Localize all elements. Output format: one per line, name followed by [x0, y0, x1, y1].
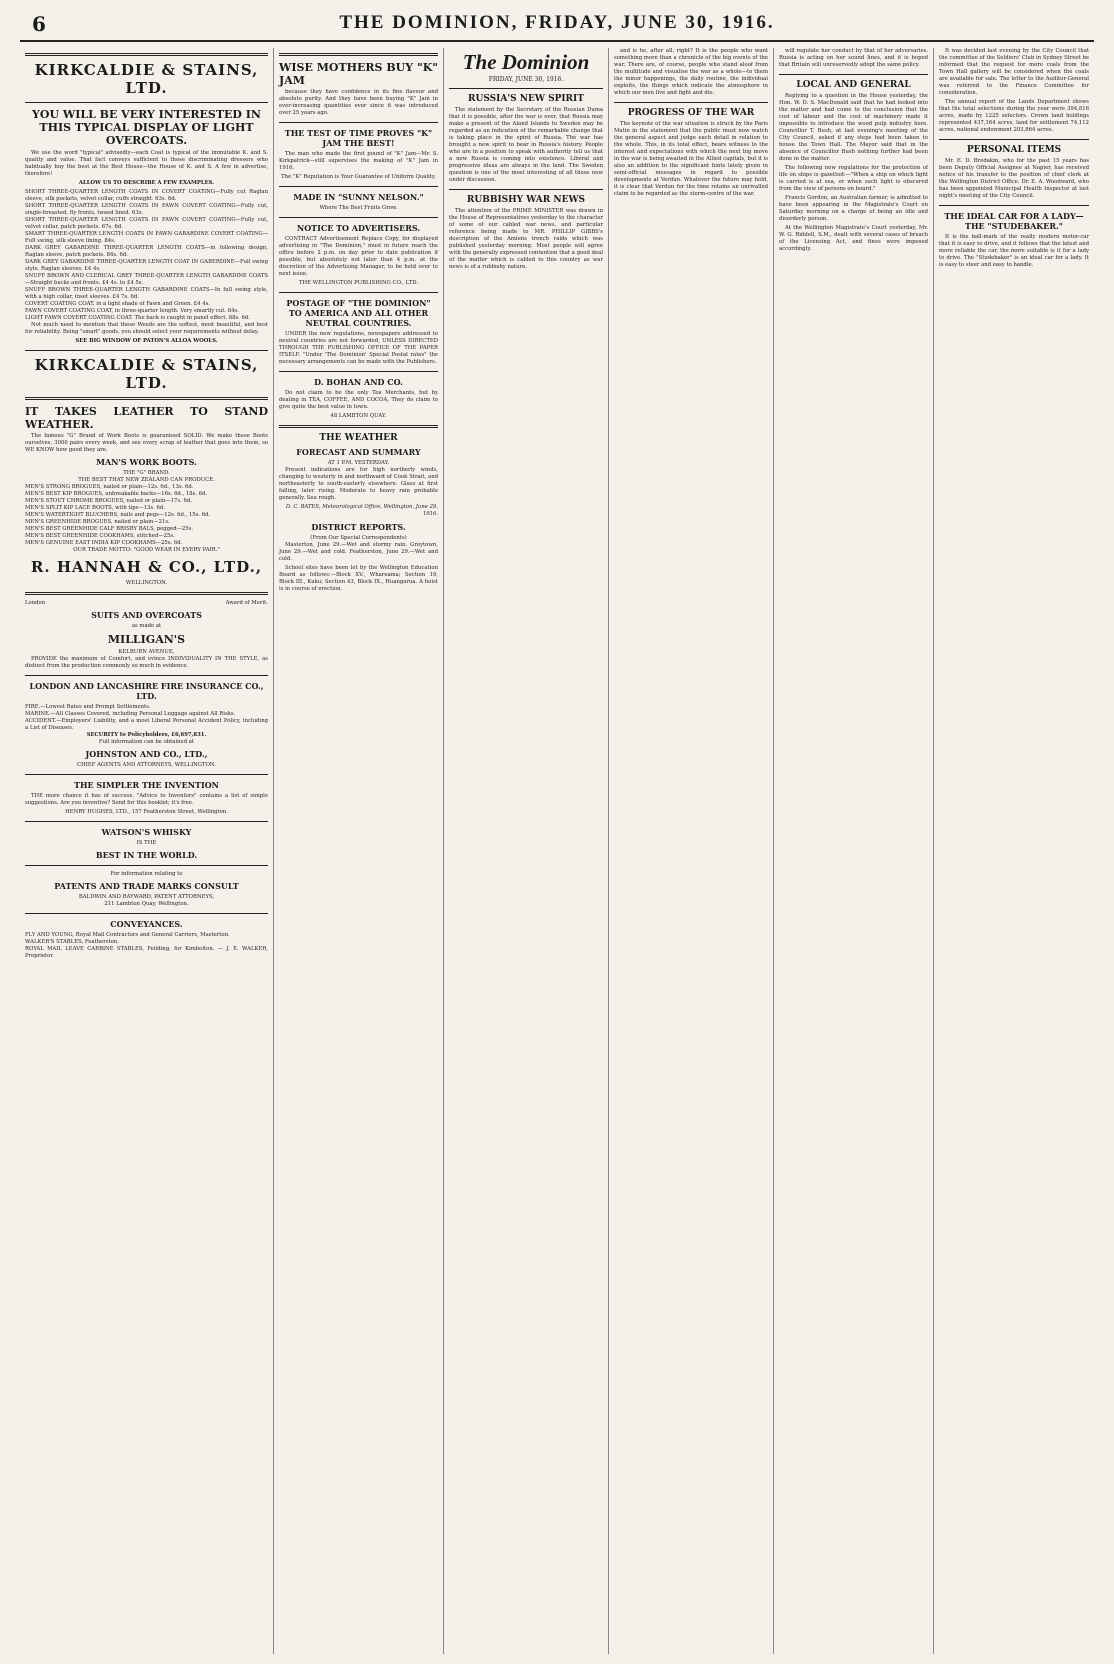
- boots-brand: THE "G" BRAND.: [123, 470, 170, 476]
- test-of-time-heading: THE TEST OF TIME PROVES "K" JAM THE BEST!: [284, 128, 433, 148]
- milligans-text: PROVIDE the maximum of Comfort, and evince INDIVIDUALITY IN THE STYLE, as distinct from the production commonly so much in evidence.: [25, 656, 268, 669]
- list-item: ACCIDENT.—Employers' Liability, and a most Liberal Personal Accident Policy, including a List of Diseases.: [25, 718, 268, 731]
- divider: [25, 350, 268, 351]
- divider: [25, 865, 268, 866]
- list-item: SNUFF BROWN AND CLERICAL GREY THREE-QUARTER LENGTH GABARDINE COATS—Straight backs and fronts. £4 4s. to £4 5s.: [25, 273, 268, 286]
- continued-text: will regulate her conduct by that of her adversaries. Russia is acting on her sound lines, and it is hoped that Britain will unreservedly adopt the same policy.: [779, 48, 928, 68]
- patents-address: 211 Lambton Quay, Wellington.: [104, 901, 189, 907]
- divider: [279, 186, 438, 187]
- continued-text: and is he, after all, right? It is the people who want something more than a chronicle of the big events of the war. There are, of course, people who stand aloof from the multitude and visualise the war as a whole—to them the minor happenings, the daily routine, the individual exploits, the things which indicate the atmosphere in which our men live and fight and die.: [614, 48, 768, 96]
- milligans-heading: MILLIGAN'S: [107, 633, 186, 646]
- district-sub: (From Our Special Correspondents): [310, 535, 407, 541]
- continued-text: It was decided last evening by the City Council that the committee of the Soldiers' Club in Sydney Street be informed that the request for more coals from the Town Hall gallery will be considered when the coals are available for sale. The letter to the Auditor-General was referred to the Finance Committee for consideration.: [939, 48, 1089, 96]
- bohan-address: 48 LAMBTON QUAY.: [330, 413, 387, 419]
- list-item: MEN'S BEST GREENHIDE CALF BRISBY BALS, pegged—25s.: [25, 526, 194, 532]
- divider: [25, 675, 268, 676]
- london-label: London: [25, 600, 46, 606]
- list-item: DARK GREY GABARDINE THREE-QUARTER LENGTH COATS—in following design, Raglan sleeve, patch pockets. 84s. 6d.: [25, 245, 268, 258]
- divider: [614, 102, 768, 103]
- progress-heading: PROGRESS OF THE WAR: [627, 108, 755, 118]
- list-item: FLY AND YOUNG, Royal Mail Contractors and General Carriers, Masterton.: [25, 932, 230, 938]
- overcoats-headline: YOU WILL BE VERY INTERESTED IN THIS TYPICAL DISPLAY OF LIGHT OVERCOATS.: [32, 108, 261, 147]
- patents-heading: PATENTS AND TRADE MARKS CONSULT: [54, 881, 239, 891]
- hannah-heading: R. HANNAH & CO., LTD.,: [30, 558, 263, 576]
- hannah-location: WELLINGTON.: [125, 580, 168, 586]
- divider: [279, 371, 438, 372]
- award-label: Award of Merit.: [225, 600, 268, 606]
- notice-text: CONTRACT Advertisement Replace Copy, for displayed advertising in "The Dominion," must in future reach the office before 2 p.m. on day prior to date publication if possible, but absolutely not later than 4 p.m. at the discretion of the Advertising Manager, to be held over to next issue.: [279, 236, 438, 277]
- list-item: MEN'S GENUINE EAST INDIA KIP COOKHAMS—25s. 6d.: [25, 540, 183, 546]
- divider: [25, 53, 268, 56]
- divider: [25, 821, 268, 822]
- johnston-heading: JOHNSTON AND CO., LTD.,: [85, 749, 208, 759]
- divider: [279, 292, 438, 293]
- conveyances-title: CONVEYANCES.: [110, 919, 183, 929]
- weather-time: AT 1 P.M. YESTERDAY.: [327, 460, 390, 466]
- suits-sub: as made at: [131, 623, 162, 629]
- russia-text: The statement by the Secretary of the Russian Duma that it is possible, after the war is over, that Russia may make a present of the Aland Islands to Sweden may be regarded as an indication of the remarkable change that is taking place in the spirit of Russia. The war has brought a new spirit to bear in Russia's history. People who are in a position to speak with authority tell us that a new Russia is coming into existence. Liberal and progressive ideas are always in the land. The Sweden question is one of the most interesting of all those now under discussion.: [449, 107, 603, 183]
- masthead-title: THE DOMINION, FRIDAY, JUNE 30, 1916.: [339, 12, 775, 33]
- sunny-nelson-sub: Where The Best Fruits Grow.: [319, 205, 398, 211]
- weather-subheading: FORECAST AND SUMMARY: [296, 447, 421, 457]
- divider: [939, 205, 1089, 206]
- boots-list: [25, 484, 268, 547]
- divider: [939, 139, 1089, 140]
- inventor-title: THE SIMPLER THE INVENTION: [74, 780, 219, 790]
- info-apply: Full information can be obtained at: [98, 739, 195, 745]
- local-text: The following new regulations for the protection of life on ships is gazetted:—"When a ship on which light is carried is at sea, or when such light is obscured from the view of persons on board.": [779, 165, 928, 192]
- leather-headline: IT TAKES LEATHER TO STAND WEATHER.: [25, 405, 268, 431]
- wise-mothers-text: because they have confidence in its fine flavour and absolute purity. And they have been buying "K" Jam in ever-increasing quantities ever since it was introduced over 25 years ago.: [279, 89, 438, 116]
- watson-tagline: BEST IN THE WORLD.: [95, 850, 198, 860]
- local-text: Replying to a question in the House yesterday, the Hon. W. D. S. MacDonald said that he had looked into the matter and had come to the conclusion that the cost of labour and the cost of machinery made it impossible to introduce the wood pulp industry here. Councillor T. Bush, at last evening's meeting of the City Council, asked if any steps had been taken to house the Town Hall. The Mayor said that in the absence of Councillor Bush nothing further had been done in the matter.: [779, 93, 928, 162]
- ideal-car-text: It is the ball-mark of the really modern motor-car that it is easy to drive, and it follows that the latest and more reliable the car, the more suitable is it for a lady to drive. The "Studebaker" is an ideal car for a lady. It is easy to steer and easy to handle.: [939, 234, 1089, 268]
- divider: [779, 74, 928, 75]
- paper-name: The Dominion: [462, 50, 590, 74]
- award-row: [25, 600, 268, 607]
- district-heading: DISTRICT REPORTS.: [311, 522, 406, 532]
- milligans-address: KELBURN AVENUE,: [118, 649, 175, 655]
- list-item: MEN'S WATERTIGHT BLUCHERS, nails and pegs—12s. 6d., 15s. 6d.: [25, 512, 211, 518]
- list-item: MEN'S BEST GREENHIDE COOKHAMS, stitched—25s.: [25, 533, 175, 539]
- divider: [279, 53, 438, 56]
- list-item: LIGHT FAWN COVERT COATING COAT. The back is caught in panel effect. 88s. 6d.: [25, 315, 250, 321]
- wise-mothers-heading: WISE MOTHERS BUY "K" JAM: [279, 61, 438, 87]
- boots-title: MAN'S WORK BOOTS.: [96, 457, 197, 467]
- list-item: DARK GREY GABARDINE THREE-QUARTER LENGTH COAT IN GABERDINE—Full swing style, Raglan sleeves. £4 4s.: [25, 259, 268, 272]
- overcoats-closing: Not much need to mention that these Weeds are the softest, most beautiful, and best for reliability. Being "smart" goods, you should select your requirements without delay.: [25, 322, 268, 335]
- list-item: MEN'S SPLIT KIP LACE BOOTS, with tips—13s. 6d.: [25, 505, 165, 511]
- kirkcaldie-footer: KIRKCALDIE & STAINS, LTD.: [34, 356, 259, 392]
- progress-text: The keynote of the war situation is struck by the Paris Matin in the statement that the public must now watch the general aspect and judge each detail in relation to the whole. This, in its total effect, bears witness to the interest and expectations with which the next big move in the war is being awaited in the Allied capitals, but it is also an addition to the significant hints lately given in semi-official messages in regard to possible developments at Verdun. Whatever the future may hold, it is clear that Verdun for the time retains an unrivalled claim to be regarded as the storm-centre of the war.: [614, 121, 768, 197]
- weather-heading: THE WEATHER: [319, 433, 398, 443]
- list-item: MEN'S BEST KIP BROGUES, unbreakable backs—16s. 6d., 18s. 6d.: [25, 491, 208, 497]
- list-item: SNUFF BROWN THREE-QUARTER LENGTH GABARDINE COATS—In full swing style, with a high collar, inset sleeves. £4 7s. 6d.: [25, 287, 268, 300]
- column-personal: [934, 48, 1094, 1654]
- overcoats-allow: ALLOW US TO DESCRIBE A FEW EXAMPLES.: [78, 180, 215, 186]
- column-advertisements: [20, 48, 274, 1654]
- inventor-text: THE more chance it has of success. "Advice to Inventors" contains a list of simple suggestions. Are you inventive? Send for this booklet; it's free.: [25, 793, 268, 806]
- kirkcaldie-heading: KIRKCALDIE & STAINS, LTD.: [34, 61, 259, 97]
- school-text: School sites have been let by the Wellington Education Board as follows:—Block XV., Whareama; Section 19, Block III., Kuku; Section 43, Block IX., Huangarua. A hoist is in course of erection.: [279, 565, 438, 592]
- lower-ads-left: [25, 600, 268, 960]
- list-item: MARINE.—All Classes Covered, including Personal Luggage against All Risks.: [25, 711, 236, 717]
- inventor-firm: HENRY HUGHES, LTD., 157 Featherston Street, Wellington.: [65, 809, 228, 815]
- divider: [25, 102, 268, 103]
- local-heading: LOCAL AND GENERAL: [796, 80, 911, 90]
- divider: [25, 774, 268, 775]
- patents-apply: For information relating to: [110, 871, 183, 877]
- district-text: Masterton, June 29.—Wet and stormy rain. Greytown, June 29.—Wet and cold. Featherston, June 29.—Wet and cold.: [279, 542, 438, 562]
- personal-heading: PERSONAL ITEMS: [966, 145, 1062, 155]
- divider: [279, 122, 438, 123]
- notice-signature: THE WELLINGTON PUBLISHING CO., LTD.: [298, 280, 419, 286]
- sunny-nelson-heading: MADE IN "SUNNY NELSON.": [293, 192, 424, 202]
- divider: [25, 592, 268, 595]
- column-war: [609, 48, 774, 1654]
- watson-mid: IS THE: [136, 840, 157, 846]
- annual-text: The annual report of the Lands Department shows that the total selections during the year were 394,816 acres, made by 1225 selectors. Crown land holdings represented 437,164 acres, land for settlement 74,112 acres, national endowment 203,864 acres.: [939, 99, 1089, 133]
- paton-window-note: SEE BIG WINDOW OF PATON'S ALLOA WOOLS.: [75, 338, 218, 344]
- column-editorial: [444, 48, 609, 1654]
- list-item: MEN'S STRONG BROGUES, nailed or plain—12s. 6d., 13s. 6d.: [25, 484, 194, 490]
- ideal-car-heading: THE IDEAL CAR FOR A LADY—THE "STUDEBAKER.": [944, 211, 1084, 231]
- k-reputation: The "K" Reputation is Your Guarantee of Uniform Quality.: [281, 174, 436, 180]
- local-text: At the Wellington Magistrate's Court yesterday, Mr. W. G. Riddell, S.M., dealt with several cases of breach of the Licensing Act, and fines were imposed accordingly.: [779, 225, 928, 252]
- divider: [449, 88, 603, 89]
- list-item: FIRE.—Lowest Rates and Prompt Settlements.: [25, 704, 151, 710]
- list-item: COVERT COATING COAT, in a light shade of Fawn and Green. £4 4s.: [25, 301, 210, 307]
- list-item: SHORT THREE-QUARTER LENGTH COATS IN FAWN COVERT COATING—Fully cut, single-breasted, fly fronts, tweed lined. 63s.: [25, 203, 268, 216]
- notice-heading: NOTICE TO ADVERTISERS.: [296, 223, 421, 233]
- list-item: SMART THREE-QUARTER LENGTH COATS IN FAWN GABARDINE COVERT COATING—Full swing, silk sleeve lining. 84s.: [25, 231, 268, 244]
- insurance-title: LONDON AND LANCASHIRE FIRE INSURANCE CO., LTD.: [29, 681, 264, 701]
- column-local: [774, 48, 934, 1654]
- suits-title: SUITS AND OVERCOATS: [91, 610, 202, 620]
- overcoats-list: [25, 189, 268, 322]
- list-item: SHORT THREE-QUARTER LENGTH COATS IN FAWN COVERT COATING—Fully cut, velvet collar, patch pockets. 67s. 6d.: [25, 217, 268, 230]
- bohan-text: Do not claim to be the only Tea Merchants, but by dealing in TEA, COFFEE, AND COCOA, They do claim to give quite the best value in town.: [279, 390, 438, 410]
- security-line: SECURITY to Policyholders, £6,697,831.: [86, 732, 207, 738]
- postage-text: UNDER the new regulations, newspapers addressed to neutral countries are not forwarded, UNLESS DIRECTED THROUGH THE PUBLISHING OFFICE OF THE PAPER ITSELF. "Under 'The Dominion' Special Postal rates" the necessary arrangements can be made with the Publishers.: [279, 331, 438, 365]
- boots-motto: OUR TRADE MOTTO: "GOOD WEAR IN EVERY PAIR.": [73, 547, 220, 553]
- list-item: MEN'S GREENHIDE BROGUES, nailed or plain—21s.: [25, 519, 170, 525]
- rubbishy-text: The attention of the PRIME MINISTER was drawn in the House of Representatives yesterday to the character of some of our cabled war news, and particular reference being made to MR. PHILLIP GIBBS's description of the Amiens trench raids which was published yesterday morning. Most people will agree with the generally expressed contention that a good deal of the matter which is cabled to this country as war news is of a rubbishy nature.: [449, 208, 603, 270]
- list-item: MEN'S STOUT CHROME BROGUES, nailed or plain—17s. 6d.: [25, 498, 192, 504]
- list-item: WALKER'S STABLES, Featherston.: [25, 939, 119, 945]
- lower-ads: [25, 600, 268, 960]
- postage-heading: POSTAGE OF "THE DOMINION" TO AMERICA AND ALL OTHER NEUTRAL COUNTRIES.: [286, 298, 431, 328]
- page-number: 6: [32, 12, 46, 36]
- leather-intro: The famous "G" Brand of Work Boots is guaranteed SOLID. We make these Boots ourselves, 3000 pairs every week, and see every scrap of leather that goes into them, so WE KNOW how good they are.: [25, 433, 268, 453]
- list-item: SHORT THREE-QUARTER LENGTH COATS IN COVERT COATING—Fully cut Raglan sleeve, silk pockets, velvet collar, cuffs straight. 63s. 6d.: [25, 189, 268, 202]
- divider: [279, 217, 438, 218]
- masthead: [20, 6, 1094, 42]
- divider: [25, 913, 268, 914]
- boots-tagline: THE BEST THAT NEW ZEALAND CAN PRODUCE.: [78, 477, 215, 483]
- test-of-time-text: The man who made the first pound of "K" Jam—Mr. S. Kirkpatrick—still supervises the making of "K" Jam in 1916.: [279, 151, 438, 171]
- local-text: Francis Gordon, an Australian farmer, is admitted to have been appearing in the Magistrate's Court on Saturday morning on a charge of being an idle and disorderly person.: [779, 195, 928, 222]
- list-item: FAWN COVERT COATING COAT, in three-quarter length. Very smartly cut. 84s.: [25, 308, 239, 314]
- weather-signature: D. C. BATES, Meteorological Office, Wellington, June 29, 1916.: [285, 504, 438, 517]
- divider: [25, 397, 268, 400]
- weather-text: Present indications are for high northerly winds, changing to westerly in and northward of Cook Strait, and northeasterly to south-easterly elsewhere. Glass at first falling, later rising. Moderate to heavy rain probable generally. Sea rough.: [279, 467, 438, 501]
- johnston-sub: CHIEF AGENTS AND ATTORNEYS, WELLINGTON.: [77, 762, 216, 768]
- overcoats-intro: We use the word "typical" advisedly—each Coat is typical of the immutable K. and S. quality and value. That fact conveys sufficient to those discriminating dressers who habitually buy the best at the Best House—the House of K. and S. A few in advertise, therefore!: [25, 150, 268, 177]
- divider: [279, 425, 438, 428]
- list-item: ROYAL MAIL LEAVE CARBINE STABLES, Feilding, for Kimbolton. — J. E. WALKER, Proprietor.: [25, 946, 268, 959]
- divider: [449, 189, 603, 190]
- personal-text: Mr. E. D. Bredakin, who for the past 15 years has been Deputy Official Assignee at Napier, has received notice of his transfer to the position of chief clerk at the Wellington District Office. Dr. E. A. Woodward, who has been appointed Municipal Health Inspector at last night's meeting of the City Council.: [939, 158, 1089, 199]
- column-notices: [274, 48, 444, 1654]
- patents-firm: BALDWIN AND RAYWARD, PATENT ATTORNEYS,: [78, 894, 215, 900]
- watson-title: WATSON'S WHISKY: [101, 827, 192, 837]
- paper-date: FRIDAY, JUNE 30, 1916.: [488, 76, 564, 83]
- rubbishy-heading: RUBBISHY WAR NEWS: [466, 195, 586, 205]
- russia-heading: RUSSIA'S NEW SPIRIT: [468, 94, 584, 104]
- bohan-heading: D. BOHAN AND CO.: [314, 377, 403, 387]
